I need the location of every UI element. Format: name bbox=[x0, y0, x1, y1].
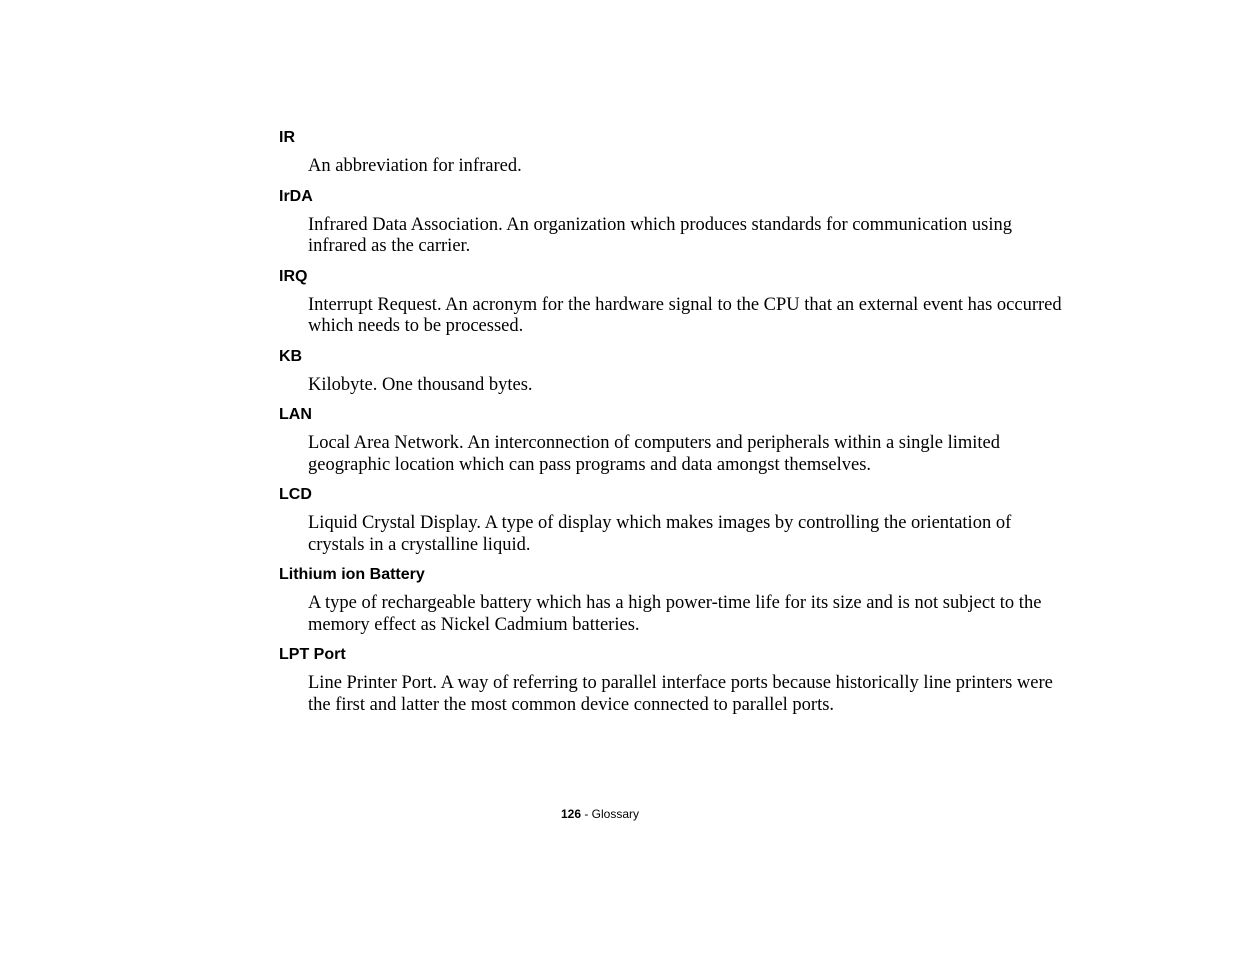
glossary-definition: A type of rechargeable battery which has a high power-time life for its size and is not subject to the memory effect as Nickel Cadmium batteries. bbox=[308, 593, 1042, 635]
glossary-term: LCD bbox=[279, 486, 312, 503]
glossary-entry-lan bbox=[279, 405, 1069, 476]
glossary-term: IR bbox=[279, 129, 295, 146]
footer-separator: - bbox=[581, 807, 592, 821]
glossary-entry-irda bbox=[279, 187, 1069, 258]
glossary-term: IRQ bbox=[279, 267, 308, 285]
glossary-definition: Liquid Crystal Display. A type of display which makes images by controlling the orientation of crystals in a crystalline liquid. bbox=[308, 513, 1012, 555]
glossary-entry-irq bbox=[279, 267, 1069, 338]
glossary-entry-lpt-port bbox=[279, 645, 1069, 716]
glossary-entry-ir bbox=[279, 128, 1069, 178]
page-number: 126 bbox=[560, 807, 581, 821]
glossary-definition: Local Area Network. An interconnection of computers and peripherals within a single limited geographic location which can pass programs and data amongst themselves. bbox=[308, 433, 1001, 475]
page-footer bbox=[0, 807, 1200, 821]
glossary-list bbox=[279, 128, 1069, 725]
glossary-term: IrDA bbox=[279, 187, 313, 205]
footer-section-name: Glossary bbox=[591, 807, 640, 821]
glossary-entry-kb bbox=[279, 347, 1069, 397]
glossary-term: KB bbox=[279, 347, 303, 365]
glossary-definition: Infrared Data Association. An organization which produces standards for communication using infrared as the carrier. bbox=[308, 214, 1013, 256]
glossary-definition: Kilobyte. One thousand bytes. bbox=[308, 374, 533, 395]
glossary-entry-lithium-ion-battery bbox=[279, 565, 1069, 636]
glossary-term: LAN bbox=[279, 406, 312, 423]
glossary-definition: An abbreviation for infrared. bbox=[308, 156, 522, 176]
glossary-term: Lithium ion Battery bbox=[279, 566, 425, 583]
glossary-definition: Line Printer Port. A way of referring to parallel interface ports because historically line printers were the first and latter the most common device connected to parallel ports. bbox=[308, 673, 1053, 715]
glossary-term: LPT Port bbox=[279, 646, 346, 663]
glossary-entry-lcd bbox=[279, 485, 1069, 556]
glossary-definition: Interrupt Request. An acronym for the hardware signal to the CPU that an external event has occurred which needs to be processed. bbox=[308, 294, 1062, 336]
